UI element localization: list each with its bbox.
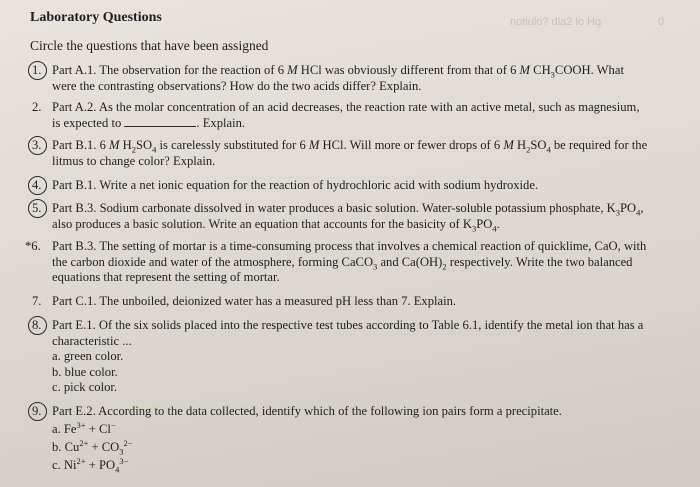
question-text-line: Part B.1. 6 M $H_2SO_4$ is carelessly substituted for 6 M HCl. Will more or fewer drops of 6 M $H_2SO_4$ be required for the [52, 138, 648, 155]
question-number: 7. [32, 294, 42, 308]
question-7 [32, 294, 677, 310]
instructions: Circle the questions that have been assigned [30, 38, 269, 53]
question-text-line: the carbon dioxide and water of the atmosphere, forming CaCO$_3$ and $Ca(OH)_2$ respectively. Write the two balanced [52, 254, 633, 272]
list-item: a. green color. [52, 349, 124, 363]
question-text-line: is expected to . Explain. [52, 115, 246, 130]
question-2 [32, 100, 677, 131]
question-number: 4. [32, 178, 42, 192]
ion-pair-b: b. $Cu^{2+} + CO_3^{2-}$ [52, 437, 133, 457]
question-text-line: Part B.3. The setting of mortar is a time-consuming process that involves a chemical reaction of quicklime, CaO, with [52, 239, 647, 253]
question-text-line: characteristic ... [52, 333, 132, 348]
question-number: 8. [32, 318, 42, 332]
list-item: b. blue color. [52, 364, 118, 379]
question-text-line: also produces a basic solution. Write an equation that accounts for the basicity of $K_3PO_4$. [52, 216, 500, 234]
question-text-line: equations that represent the setting of mortar. [52, 270, 280, 284]
question-text-line: Part B.3. Sodium carbonate dissolved in water produces a basic solution. Water-soluble potassium phosphate, $K_3PO_4$, [52, 201, 644, 218]
question-text-line: Part E.1. Of the six solids placed into the respective test tubes according to Table 6.1, identify the metal ion that has a [52, 318, 644, 332]
bleed-through-mark: 0 [658, 16, 665, 28]
bleed-through-text: notiulo? dla2 lo Hq [510, 16, 602, 28]
question-5 [32, 201, 677, 234]
question-text-line: Part A.2. As the molar concentration of an acid decreases, the reaction rate with an active metal, such as magnesium, [52, 100, 640, 114]
question-text-line: were the contrasting observations? How do the two acids differ? Explain. [52, 78, 422, 93]
question-3 [32, 138, 677, 169]
ion-pair-c: c. $Ni^{2+} + PO_4^{3-}$ [52, 455, 129, 475]
question-number: 2. [32, 100, 42, 114]
question-9 [32, 404, 677, 475]
question-6 [25, 239, 677, 286]
question-number: 3. [32, 138, 42, 152]
question-number: 5. [32, 201, 42, 215]
question-number: 9. [32, 404, 42, 418]
question-1 [32, 63, 677, 94]
question-text-line: Part E.2. According to the data collected, identify which of the following ion pairs form a precipitate. [52, 404, 562, 418]
question-8 [32, 318, 677, 396]
ion-pair-a: a. $Fe^{3+} + Cl^-$ [52, 419, 116, 436]
list-item: c. pick color. [52, 380, 118, 394]
answer-blank[interactable] [124, 116, 196, 127]
question-number: *6. [25, 239, 41, 253]
page-title: Laboratory Questions [30, 10, 162, 25]
question-text-line: Part B.1. Write a net ionic equation for the reaction of hydrochloric acid with sodium hydroxide. [52, 178, 539, 192]
question-number: 1. [32, 63, 42, 77]
question-4 [32, 178, 677, 194]
question-text-line: litmus to change color? Explain. [52, 153, 216, 168]
question-text-line: Part A.1. The observation for the reaction of 6 M HCl was obviously different from that of 6 M $CH_3COOH$. What [52, 63, 624, 80]
question-text-line: Part C.1. The unboiled, deionized water has a measured pH less than 7. Explain. [52, 294, 457, 308]
